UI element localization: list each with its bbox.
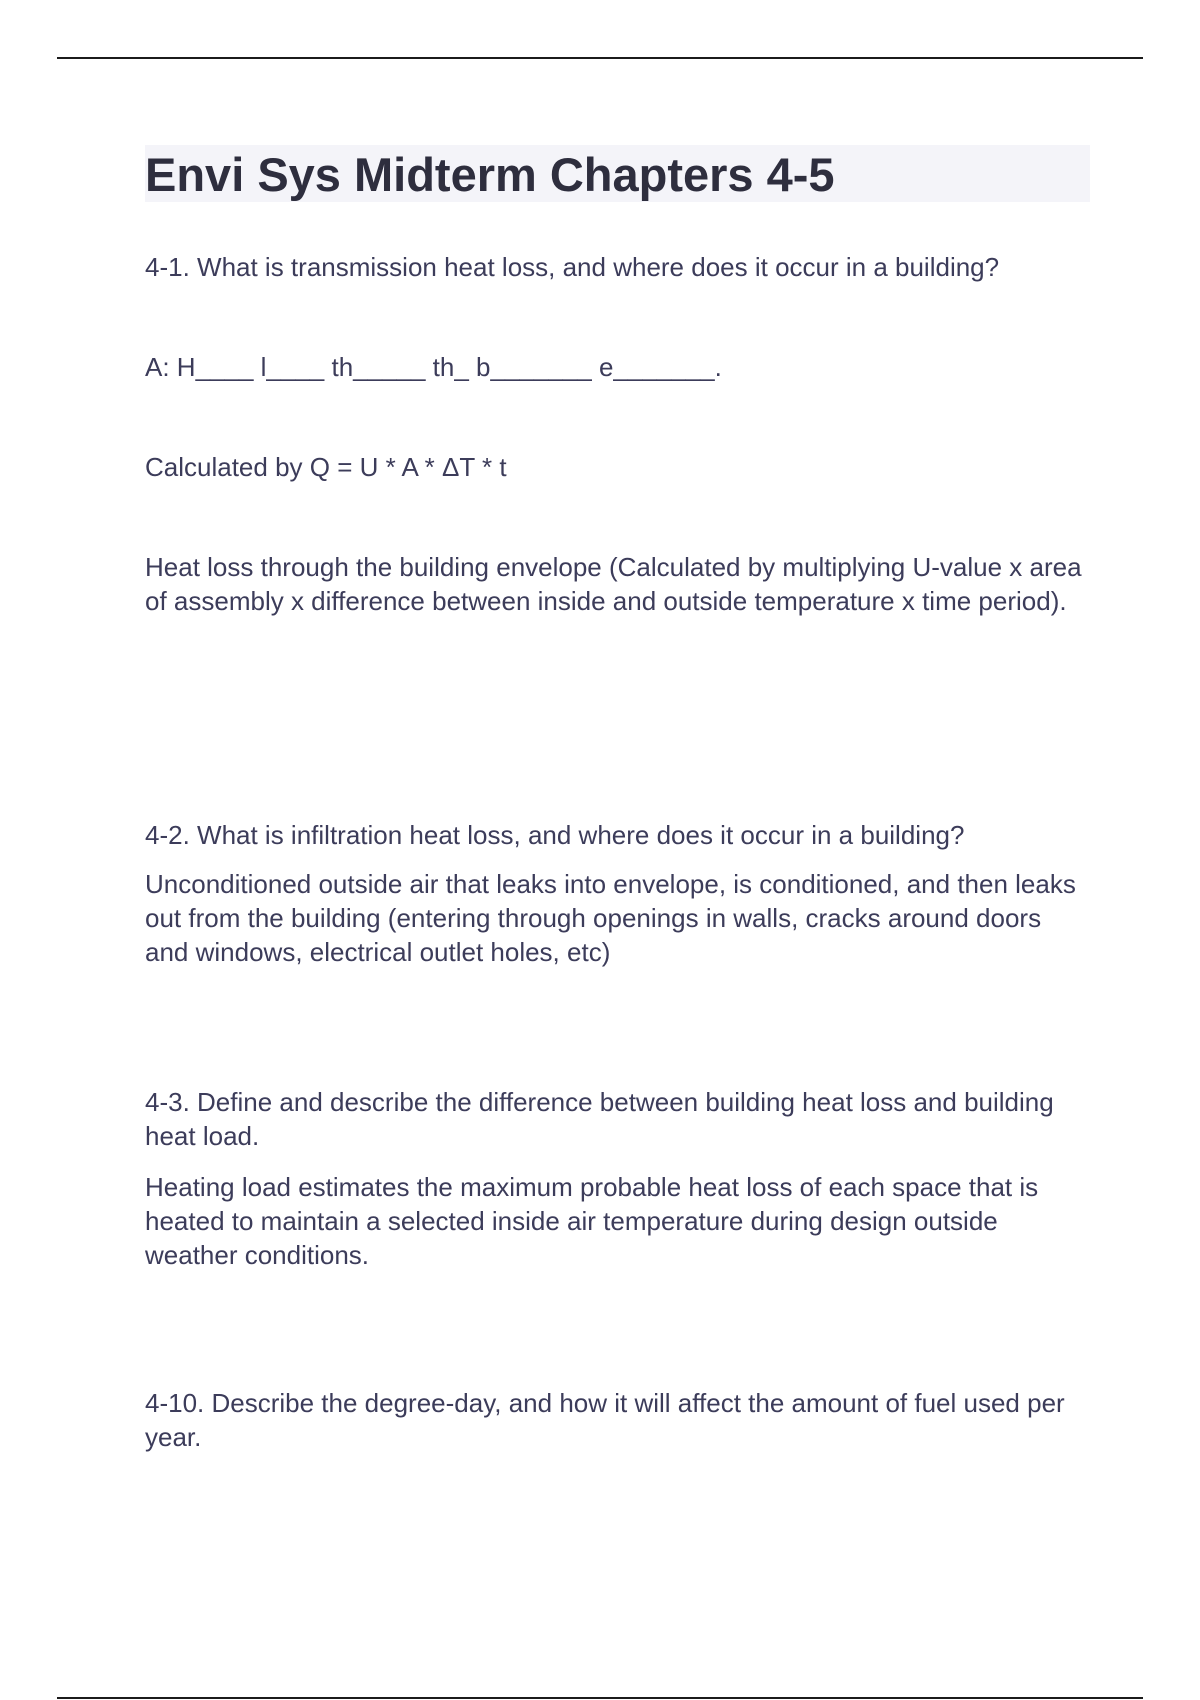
title-banner xyxy=(145,145,1090,202)
question-4-2: 4-2. What is infiltration heat loss, and where does it occur in a building? xyxy=(145,820,965,850)
answer-4-1: Heat loss through the building envelope (Calculated by multiplying U-value x area of assembly x difference between inside and outside temperature x time period). xyxy=(145,552,1082,616)
formula-4-1: Calculated by Q = U * A * ΔT * t xyxy=(145,452,507,482)
bottom-rule xyxy=(57,1697,1143,1699)
top-rule xyxy=(57,57,1143,59)
question-4-3: 4-3. Define and describe the difference between building heat loss and building heat load. xyxy=(145,1087,1054,1151)
answer-4-2: Unconditioned outside air that leaks into envelope, is conditioned, and then leaks out from the building (entering through openings in walls, cracks around doors and windows, electrical outlet holes, etc) xyxy=(145,869,1076,967)
answer-4-3: Heating load estimates the maximum probable heat loss of each space that is heated to maintain a selected inside air temperature during design outside weather conditions. xyxy=(145,1172,1039,1270)
question-4-1: 4-1. What is transmission heat loss, and where does it occur in a building? xyxy=(145,252,1000,282)
hint-4-1: A: H____ l____ th_____ th_ b_______ e_______. xyxy=(145,352,722,382)
page-title: Envi Sys Midterm Chapters 4-5 xyxy=(145,148,835,201)
question-4-10: 4-10. Describe the degree-day, and how it will affect the amount of fuel used per year. xyxy=(145,1388,1065,1452)
